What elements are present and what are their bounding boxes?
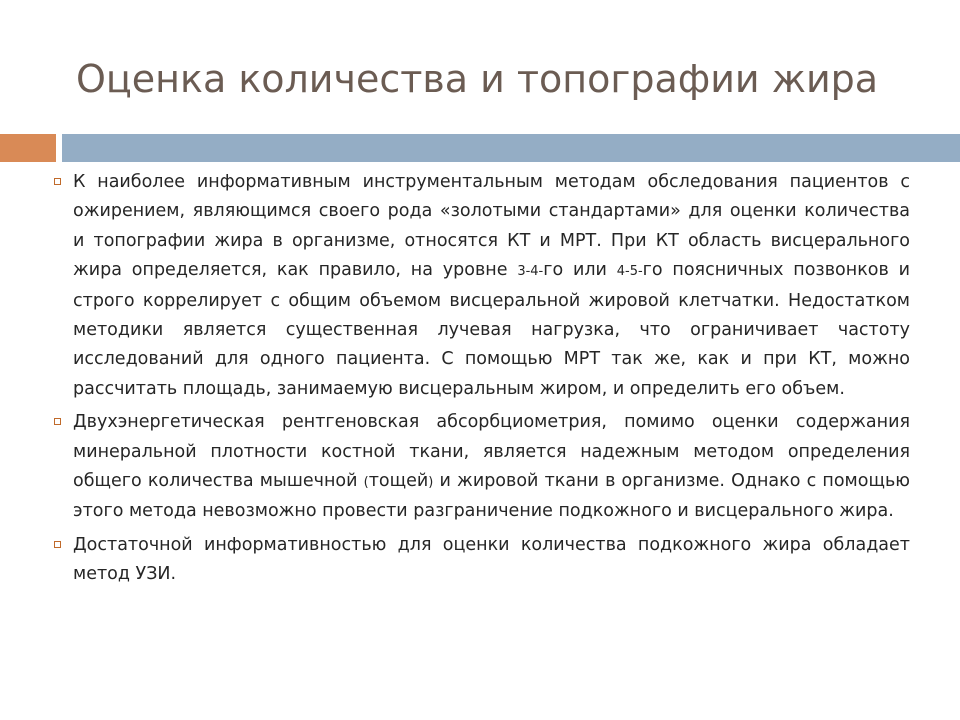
accent-bar-orange xyxy=(0,134,56,162)
square-bullet-icon xyxy=(54,418,61,425)
slide-body xyxy=(54,168,910,594)
slide-title: Оценка количества и топографии жира xyxy=(76,57,879,101)
square-bullet-icon xyxy=(54,541,61,548)
square-bullet-icon xyxy=(54,178,61,185)
bullet-paragraph-dxa: Двухэнергетическая рентгеновская абсорбциометрия, помимо оценки содержания минеральной плотности костной ткани, является надежным методом определения общего количества мышечной (тощей) и жировой ткани в организме. Однако с помощью этого метода невозможно провести разграничение подкожного и висцерального жира. xyxy=(54,408,910,527)
bullet-paragraph-ct-mri: К наиболее информативным инструментальным методам обследования пациентов с ожирением, являющимся своего рода «золотыми стандартами» для оценки количества и топографии жира в организме, относятся КТ и МРТ. При КТ область висцерального жира определяется, как правило, на уровне 3-4-го или 4-5-го поясничных позвонков и строго коррелирует с общим объемом висцеральной жировой клетчатки. Недостатком методики является существенная лучевая нагрузка, что ограничивает частоту исследований для одного пациента. С помощью МРТ так же, как и при КТ, можно рассчитать площадь, занимаемую висцеральным жиром, и определить его объем. xyxy=(54,168,910,404)
bullet-paragraph-ultrasound: Достаточной информативностью для оценки количества подкожного жира обладает метод УЗИ. xyxy=(54,531,910,590)
accent-bar-blue xyxy=(62,134,960,162)
